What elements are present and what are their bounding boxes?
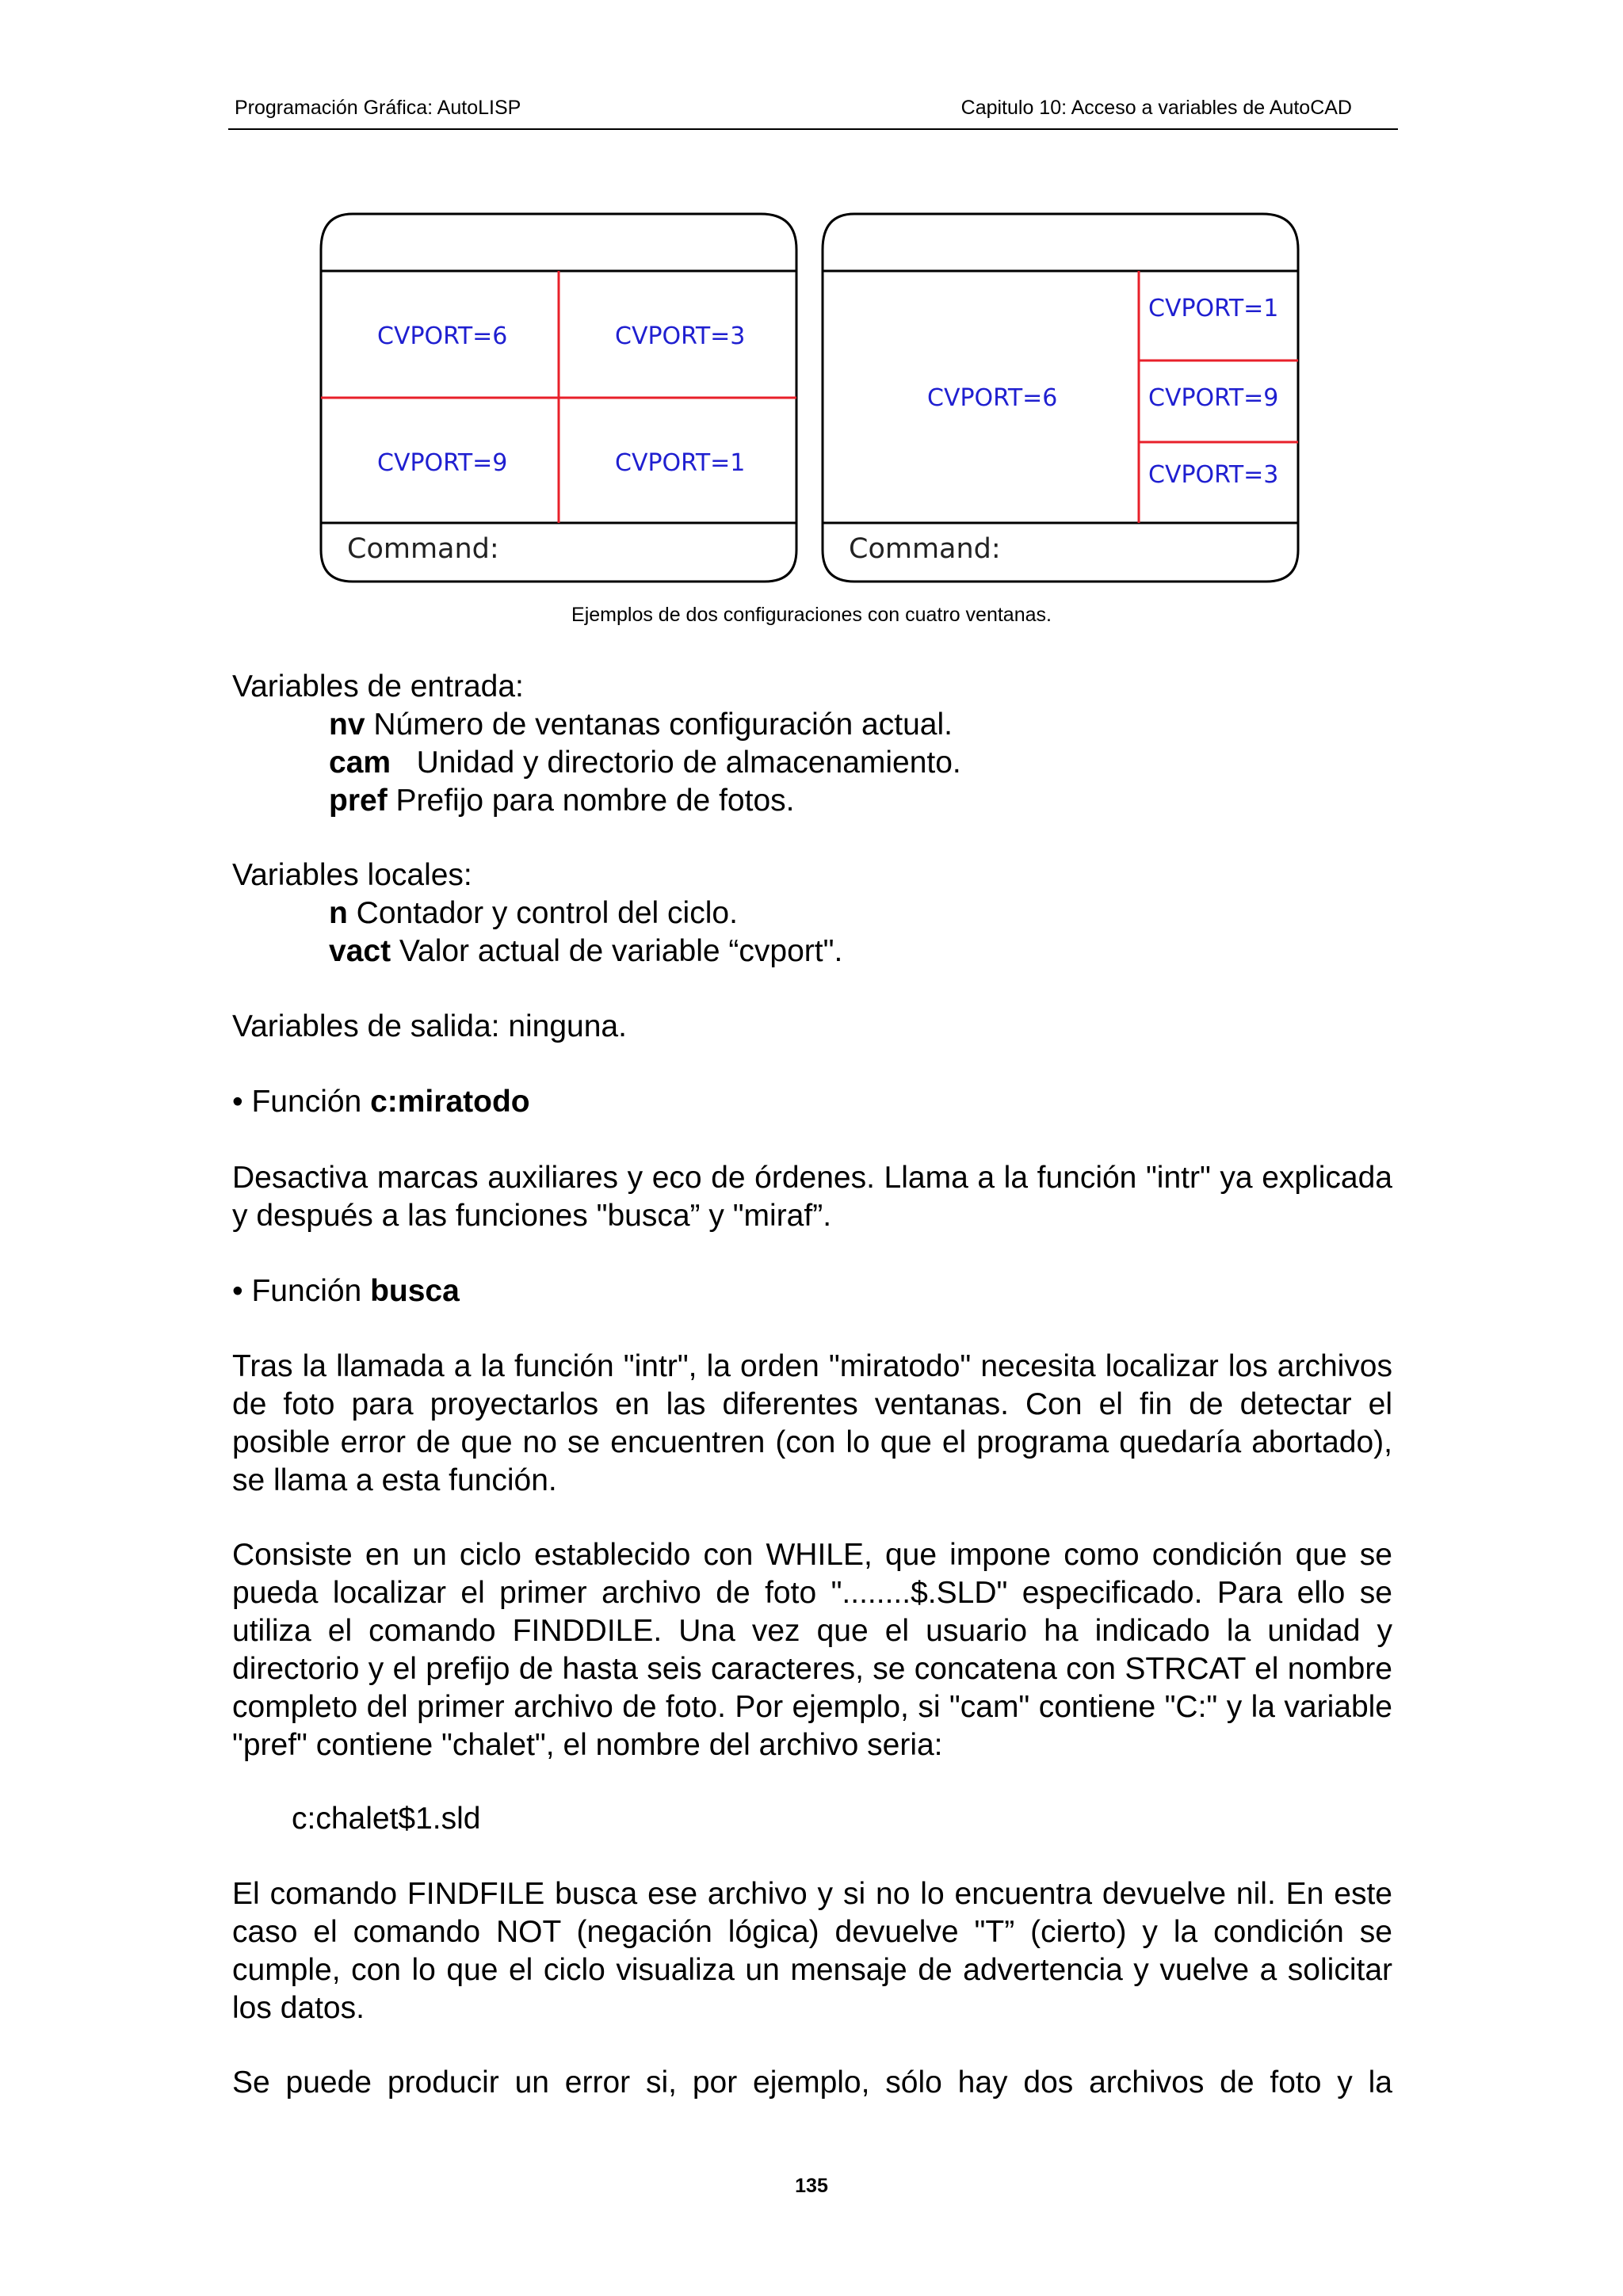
page-header (228, 93, 1398, 130)
var-name: vact (329, 934, 391, 968)
var-desc: Prefijo para nombre de fotos. (387, 784, 795, 818)
var-name: nv (329, 707, 365, 742)
bullet-prefix: • Función (232, 1274, 371, 1308)
right-config-panel (823, 214, 1298, 582)
right-viewport-label: CVPORT=6 (927, 384, 1058, 412)
header-left: Programación Gráfica: AutoLISP (235, 97, 521, 119)
bullet-prefix: • Función (232, 1085, 371, 1119)
function-name: c:miratodo (370, 1085, 530, 1119)
locals-heading: Variables locales: (232, 858, 472, 892)
left-viewport-label: CVPORT=3 (615, 322, 746, 350)
var-desc: Contador y control del ciclo. (347, 896, 738, 930)
figure-caption: Ejemplos de dos configuraciones con cuatro ventanas. (571, 604, 1052, 626)
inputs-heading: Variables de entrada: (232, 669, 524, 704)
var-desc: Unidad y directorio de almacenamiento. (391, 746, 961, 780)
var-name: cam (329, 746, 391, 780)
page-number: 135 (795, 2175, 828, 2197)
local-var-vact (329, 933, 842, 971)
left-config-panel (321, 214, 796, 582)
miratodo-paragraph: Desactiva marcas auxiliares y eco de órdenes. Llama a la función "intr" ya explicada y después a las funciones "busca” y "miraf”. (232, 1161, 1392, 1233)
section-busca-heading (232, 1272, 460, 1310)
var-desc: Número de ventanas configuración actual. (365, 707, 953, 742)
input-var-cam (329, 744, 961, 782)
busca-paragraph-3: El comando FINDFILE busca ese archivo y si no lo encuentra devuelve nil. En este caso el comando NOT (negación lógica) devuelve "T” (cierto) y la condición se cumple, con lo que el ciclo visualiza un mensaje de advertencia y vuelve a solicitar los datos. (232, 1877, 1392, 2025)
header-right: Capitulo 10: Acceso a variables de AutoCAD (960, 97, 1352, 119)
local-var-n (329, 894, 738, 933)
right-viewport-label: CVPORT=3 (1148, 461, 1279, 489)
example-filename: c:chalet$1.sld (292, 1802, 481, 1836)
busca-paragraph-2: Consiste en un ciclo establecido con WHILE, que impone como condición que se pueda localizar el primer archivo de foto "........$.SLD" especificado. Para ello se utiliza el comando FINDDILE. Una vez que el usuario ha indicado la unidad y directorio y el prefijo de hasta seis caracteres, se concatena con STRCAT el nombre completo del primer archivo de foto. Por ejemplo, si "cam" contiene "C:" y la variable "pref" contiene "chalet", el nombre del archivo seria: (232, 1538, 1392, 1762)
function-name: busca (370, 1274, 460, 1308)
right-command-label: Command: (849, 533, 1001, 565)
section-miratodo-heading (232, 1083, 530, 1121)
left-viewport-label: CVPORT=9 (377, 449, 508, 477)
right-viewport-label: CVPORT=9 (1148, 384, 1279, 412)
input-var-pref (329, 782, 794, 820)
var-name: pref (329, 784, 388, 818)
busca-paragraph-1: Tras la llamada a la función "intr", la orden "miratodo" necesita localizar los archivos de foto para proyectarlos en las diferentes ventanas. Con el fin de detectar el posible error de que no se encuentren (con lo que el programa quedaría abortado), se llama a esta función. (232, 1349, 1392, 1497)
left-viewport-label: CVPORT=1 (615, 449, 746, 477)
busca-paragraph-4: Se puede producir un error si, por ejemplo, sólo hay dos archivos de foto y la (232, 2065, 1392, 2100)
left-viewport-label: CVPORT=6 (377, 322, 508, 350)
viewport-figure (317, 208, 1308, 588)
var-desc: Valor actual de variable “cvport". (391, 934, 843, 968)
outputs-heading: Variables de salida: ninguna. (232, 1009, 627, 1043)
input-var-nv (329, 706, 953, 744)
var-name: n (329, 896, 348, 930)
left-command-label: Command: (347, 533, 499, 565)
right-viewport-label: CVPORT=1 (1148, 295, 1279, 322)
